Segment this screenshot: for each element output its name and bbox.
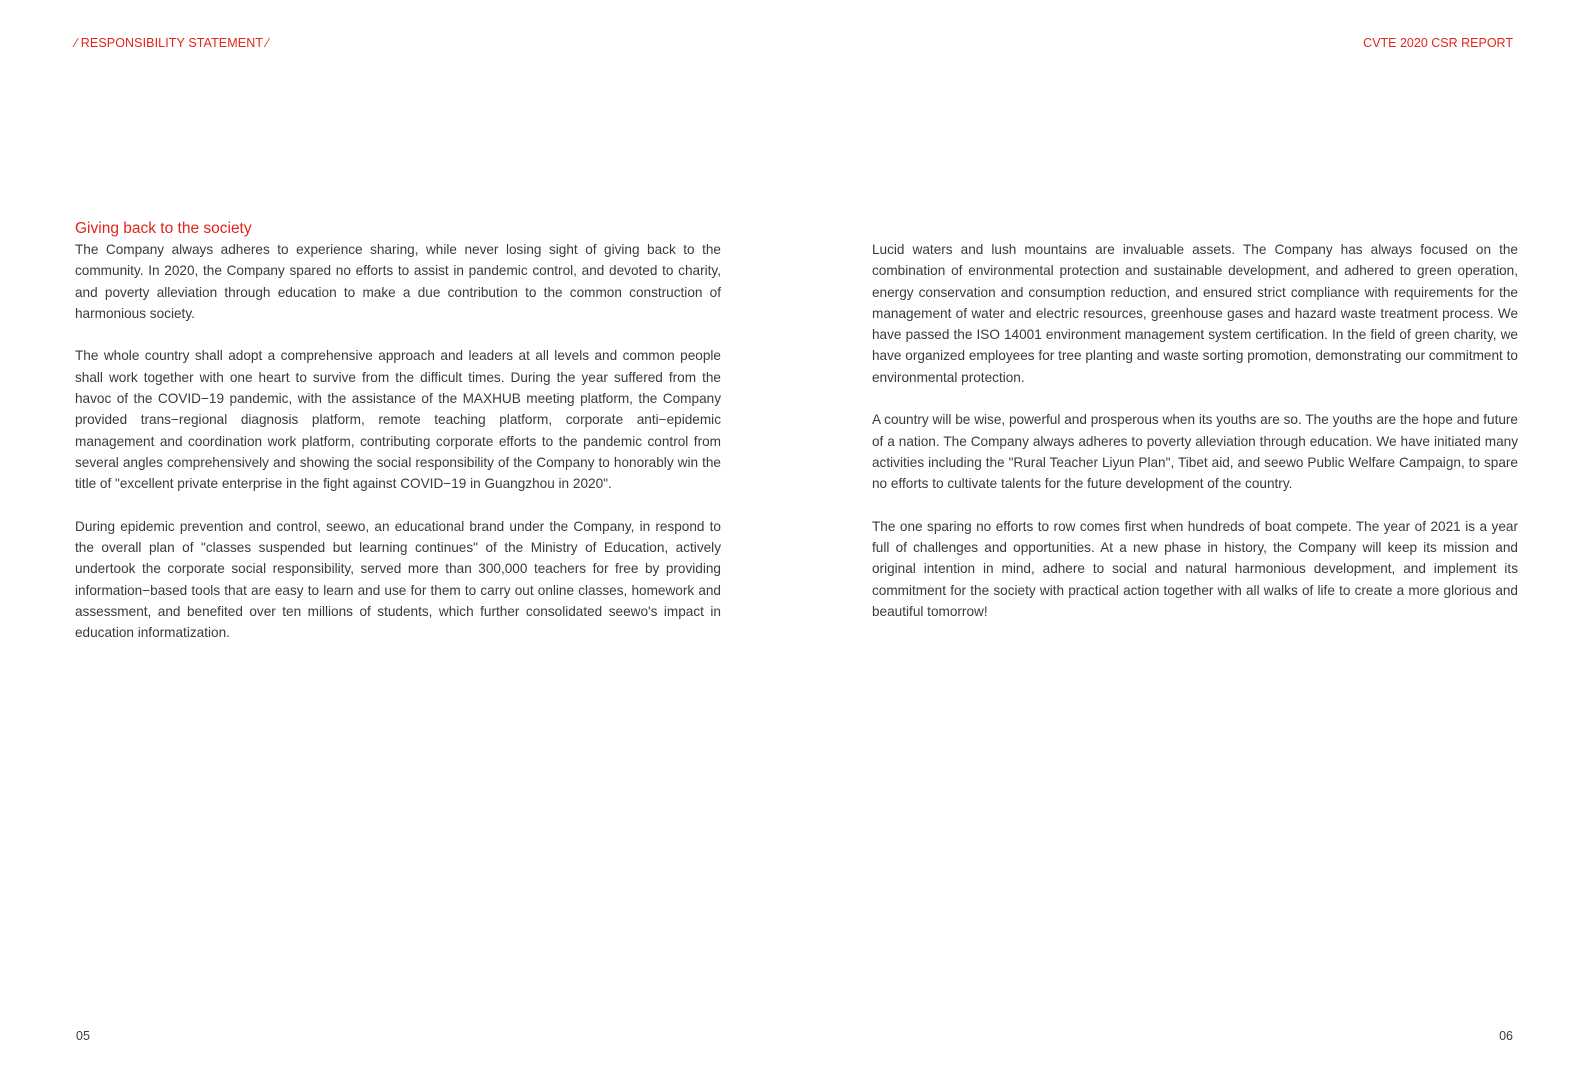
left-paragraph-1: The Company always adheres to experience sharing, while never losing sight of giving back to the community. In 2020, the Company spared no efforts to assist in pandemic control, and devoted to charity, and poverty alleviation through education to make a due contribution to the common construction of harmonious society. bbox=[75, 242, 721, 321]
left-column bbox=[75, 218, 721, 665]
right-paragraph-1: Lucid waters and lush mountains are invaluable assets. The Company has always focused on the combination of environmental protection and sustainable development, and adhered to green operation, energy conservation and consumption reduction, and ensured strict compliance with requirements for the management of water and electric resources, greenhouse gases and hazard waste treatment process. We have passed the ISO 14001 environment management system certification. In the field of green charity, we have organized employees for tree planting and waste sorting promotion, demonstrating our commitment to environmental protection. bbox=[872, 242, 1518, 385]
left-paragraph-3: During epidemic prevention and control, seewo, an educational brand under the Company, in respond to the overall plan of "classes suspended but learning continues" of the Ministry of Education, actively undertook the corporate social responsibility, served more than 300,000 teachers for free by providing information−based tools that are easy to learn and use for them to carry out online classes, homework and assessment, and benefited over ten millions of students, which further consolidated seewo's impact in education informatization. bbox=[75, 518, 721, 641]
section-label: ⁄ RESPONSIBILITY STATEMENT ⁄ bbox=[75, 36, 269, 50]
section-title: Giving back to the society bbox=[75, 220, 252, 237]
right-column bbox=[872, 239, 1518, 644]
right-paragraph-2: A country will be wise, powerful and prosperous when its youths are so. The youths are the hope and future of a nation. The Company always adheres to poverty alleviation through education. We have initiated many activities including the "Rural Teacher Liyun Plan", Tibet aid, and seewo Public Welfare Campaign, to spare no efforts to cultivate talents for the future development of the country. bbox=[872, 412, 1518, 492]
right-paragraph-3: The one sparing no efforts to row comes first when hundreds of boat compete. The year of 2021 is a year full of challenges and opportunities. At a new phase in history, the Company will keep its mission and original intention in mind, adhere to social and natural harmonious development, and implement its commitment for the society with practical action together with all walks of life to create a more glorious and beautiful tomorrow! bbox=[872, 518, 1518, 620]
left-paragraph-2: The whole country shall adopt a comprehensive approach and leaders at all levels and common people shall work together with one heart to survive from the difficult times. During the year suffered from the havoc of the COVID−19 pandemic, with the assistance of the MAXHUB meeting platform, the Company provided trans−regional diagnosis platform, remote teaching platform, corporate anti−epidemic management and coordination work platform, contributing corporate efforts to the pandemic control from several angles comprehensively and showing the social responsibility of the Company to honorably win the title of "excellent private enterprise in the fight against COVID−19 in Guangzhou in 2020". bbox=[75, 348, 721, 492]
right-page-number: 06 bbox=[1499, 1029, 1513, 1043]
report-title: CVTE 2020 CSR REPORT bbox=[1363, 36, 1513, 50]
left-page-number: 05 bbox=[76, 1029, 90, 1043]
